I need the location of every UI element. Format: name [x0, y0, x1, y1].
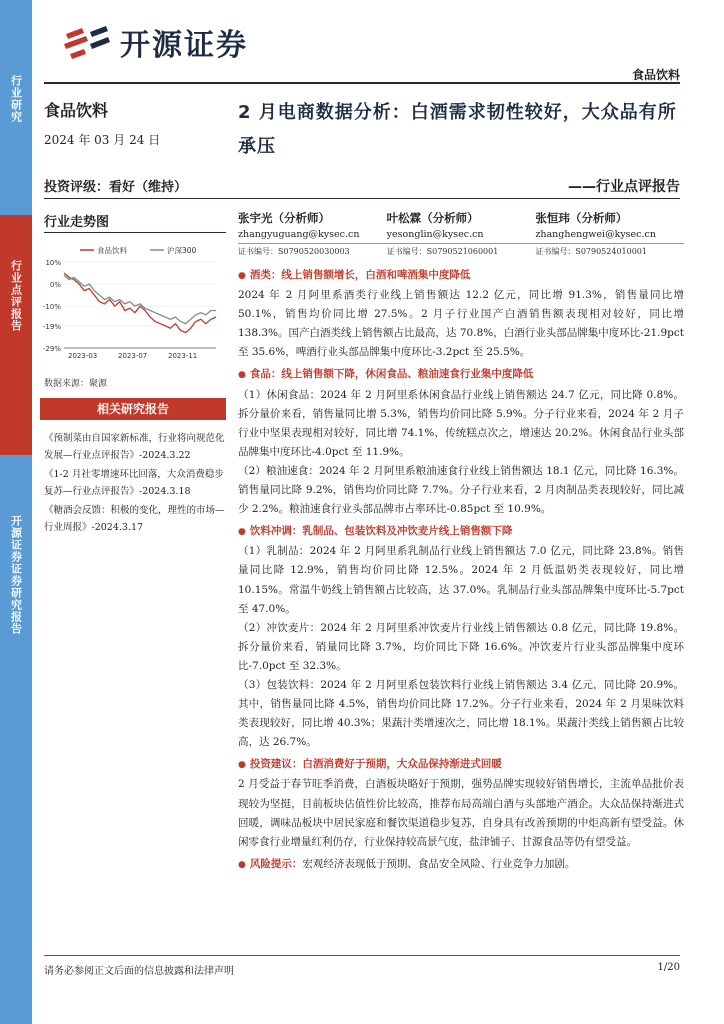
investment-rating: 投资评级：看好（维持） [44, 180, 188, 195]
series-line [64, 275, 216, 324]
analyst-email[interactable]: zhanghengwei@kysec.cn [535, 229, 656, 240]
sidebar-research-label: 行业研究 [9, 75, 23, 123]
section-paragraph: （2）冲饮麦片：2024 年 2 月阿里系冲饮麦片行业线上销售额达 0.8 亿元，同比降 19.8%。拆分量价来看，销量同比降 3.7%，均价同比下降 16.6%。冲饮麦片行业头部品牌集中度环比-7.0pct 至 32.3%。 [238, 621, 684, 672]
analyst-name: 张恒玮（分析师） [535, 211, 628, 225]
sidebar-report-type-label: 行业点评报告 [9, 260, 23, 332]
analyst-card [535, 210, 684, 257]
company-logo [62, 20, 248, 64]
trend-chart-title: 行业走势图 [44, 215, 110, 230]
related-reports-header: 相关研究报告 [40, 398, 226, 420]
section-paragraph: （1）乳制品：2024 年 2 月阿里系乳制品行业线上销售额达 7.0 亿元，同比降 23.8%。销售量同比降 12.9%，销售均价同比降 12.5%。2024 年 2 月低温奶类表现较好，同比增 10.15%。常温牛奶线上销售额占比较高，达 37.0%。乳制品行业头部品牌集中度环比-5.7pct 至 47.0%。 [238, 545, 684, 615]
section-paragraph: （3）包装饮料：2024 年 2 月阿里系包装饮料行业线上销售额达 3.4 亿元，同比降 20.9%。其中，销售量同比降 4.5%，销售均价同比降 17.2%。分子行业来看，2024 年 2 月果味饮料类表现较好，同比增 40.3%；果蔬汁类增速次之，同比增 18.1%。果蔬汁类线上销售额占比较高，达 26.7%。 [238, 678, 684, 749]
analyst-card [387, 210, 536, 257]
bullet-icon: ● [238, 859, 246, 870]
section-paragraph: 2024 年 2 月阿里系酒类行业线上销售额达 12.2 亿元，同比增 91.3%，销售量同比增 50.1%，销售均价同比增 27.5%。2 月子行业国产白酒销售额表现相对较好，同比增 138.3%。国产白酒类线上销售额占比最高，达 70.8%，白酒行业头部品牌集中度环比-21.9pct 至 35.6%，啤酒行业头部品牌集中度环比-3.2pct 至 25.5%。 [238, 289, 684, 359]
analyst-name: 张宇光（分析师） [238, 211, 330, 225]
related-report-item[interactable]: 《糖酒会反馈：积极的变化，理性的市场—行业周报》-2024.3.17 [44, 505, 225, 533]
analyst-cert: 证书编号：S0790520030003 [238, 243, 387, 257]
header-category: 食品饮料 [631, 68, 680, 82]
y-tick-label: 0% [49, 281, 61, 290]
x-tick-label: 2023-07 [118, 352, 148, 360]
risk-line: ● 风险提示：宏观经济表现低于预期、食品安全风险、行业竞争力加剧。 [238, 857, 576, 870]
related-report-item[interactable]: 《1-2 月社零增速环比回落，大众消费稳步复苏—行业点评报告》-2024.3.18 [44, 469, 224, 497]
analyst-cert: 证书编号：S0790521060001 [387, 243, 536, 257]
y-tick-label: 10% [45, 259, 61, 267]
y-tick-label: -19% [42, 322, 61, 331]
analyst-card [238, 210, 387, 257]
analyst-list [238, 210, 684, 257]
report-type: ——行业点评报告 [568, 179, 680, 195]
sidebar-research [0, 0, 32, 215]
related-reports-list [44, 430, 226, 538]
sidebar-brand-label: 开源证券证券研究报告 [9, 515, 23, 635]
title-divider [44, 198, 680, 199]
legend-label: 食品饮料 [97, 246, 127, 255]
chart-source: 数据来源：聚源 [44, 379, 108, 389]
bullet-icon: ● [238, 271, 246, 281]
industry-name: 食品饮料 [44, 101, 109, 120]
section-paragraph: （2）粮油速食：2024 年 2 月阿里系粮油速食行业线上销售额达 18.1 亿元，同比降 16.3%。销售量同比降 9.2%，销售均价同比降 7.7%。分子行业来看，2 月肉制品类表现较好，同比减少 2.2%。粮油速食行业头部品牌市占率环比-0.85pct 至 10.9%。 [238, 464, 684, 516]
logo-text: 开源证券 [120, 28, 248, 63]
y-tick-label: -29% [42, 345, 61, 353]
report-date: 2024 年 03 月 24 日 [44, 133, 161, 147]
x-tick-label: 2023-03 [68, 352, 98, 360]
analyst-email[interactable]: zhangyuguang@kysec.cn [238, 229, 360, 240]
related-report-item[interactable]: 《预制菜由自国家新标准，行业将向规范化发展—行业点评报告》-2024.3.22 [44, 433, 225, 461]
section-heading: ● 饮料冲调：乳制品、包装饮料及冲饮麦片线上销售额下降 [238, 525, 513, 538]
section-heading: ● 食品：线上销售额下降，休闲食品、粮油速食行业集中度降低 [238, 368, 534, 381]
section-heading: ● 投资建议：白酒消费好于预期，大众品保持渐进式回暖 [238, 758, 502, 771]
sidebar-brand [0, 455, 32, 1024]
footer-divider [44, 955, 680, 956]
section-heading: ● 酒类：线上销售额增长，白酒和啤酒集中度降低 [238, 269, 471, 281]
analyst-email[interactable]: yesonglin@kysec.cn [386, 229, 484, 240]
y-tick-label: -10% [42, 303, 61, 312]
left-meta [44, 98, 226, 148]
page-number: 1/20 [657, 962, 680, 973]
header-divider [44, 82, 680, 84]
section-paragraph: （1）休闲食品：2024 年 2 月阿里系休闲食品行业线上销售额达 24.7 亿元，同比降 0.8%。拆分量价来看，销售量同比增 5.3%，销售均价同比降 5.9%。分子行业来看，2024 年 2 月子行业中坚果表现相对较好，同比增 74.1%，传统糕点次之，增速达 20.2%。休闲食品行业头部品牌集中度环比-4.0pct 至 11.9%。 [238, 388, 684, 458]
analyst-name: 叶松霖（分析师） [386, 211, 479, 225]
analyst-cert: 证书编号：S0790524010001 [535, 243, 684, 257]
logo-mark-icon [62, 24, 112, 60]
bullet-icon: ● [238, 370, 246, 381]
footer [44, 962, 680, 977]
report-body [238, 266, 684, 875]
sidebar-report-type [0, 215, 32, 455]
footer-disclaimer: 请务必参阅正文后面的信息披露和法律声明 [44, 966, 234, 977]
report-title: 2 月电商数据分析：白酒需求韧性较好，大众品有所承压 [238, 102, 677, 157]
bullet-icon: ● [238, 760, 246, 771]
trend-divider [44, 232, 226, 233]
bullet-icon: ● [238, 527, 246, 538]
x-tick-label: 2023-11 [168, 352, 198, 360]
section-paragraph: 2 月受益于春节旺季消费，白酒板块略好于预期，强势品牌实现较好销售增长，主流单品批价表现较为坚挺，目前板块估值性价比较高，推荐布局高端白酒与头部地产酒企。大众品保持渐进式回暖，调味品板块中居民家庭和餐饮渠道稳步复苏，自身具有改善预期的中炬高新有望受益。休闲零食行业增量红利仍存，行业保持较高景气度，盐津铺子、甘源食品等仍有望受益。 [238, 778, 684, 848]
series-line [64, 273, 216, 333]
industry-trend-chart [40, 240, 230, 370]
legend-label: 沪深300 [167, 246, 197, 255]
